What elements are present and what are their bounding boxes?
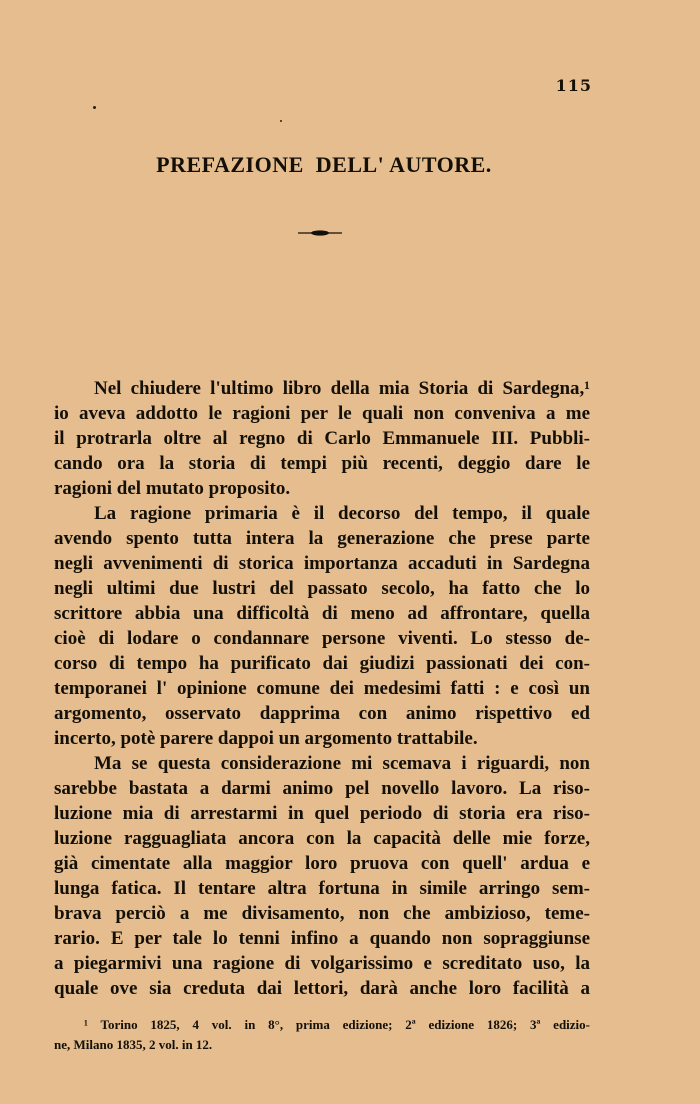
text-line: sarebbe bastata a darmi animo pel novello lavoro. La riso-: [54, 778, 590, 799]
text-line: negli ultimi due lustri del passato secolo, ha fatto che lo: [54, 578, 590, 599]
text-line: il protrarla oltre al regno di Carlo Emmanuele III. Pubbli-: [54, 428, 590, 449]
page-number: 115: [555, 76, 592, 95]
text-line: brava perciò a me divisamento, non che ambizioso, teme-: [54, 903, 590, 924]
text-line: già cimentate alla maggior loro pruova con quell' ardua e: [54, 853, 590, 874]
body-text: [54, 376, 590, 1001]
ink-speck: [93, 106, 96, 109]
text-line: avendo spento tutta intera la generazione che prese parte: [54, 528, 590, 549]
text-line: cando ora la storia di tempi più recenti, deggio dare le: [54, 453, 590, 474]
text-line: negli avvenimenti di storica importanza accaduti in Sardegna: [54, 553, 590, 574]
text-line: luzione ragguagliata ancora con la capacità delle mie forze,: [54, 828, 590, 849]
text-line: lunga fatica. Il tentare altra fortuna in simile arringo sem-: [54, 878, 590, 899]
text-line: luzione mia di arrestarmi in quel periodo di storia era riso-: [54, 803, 590, 824]
text-line: incerto, potè parere dappoi un argomento trattabile.: [54, 728, 478, 749]
text-line: Nel chiudere l'ultimo libro della mia Storia di Sardegna,¹: [94, 378, 590, 399]
chapter-title: PREFAZIONE DELL' AUTORE.: [156, 152, 492, 177]
text-line: scrittore abbia una difficoltà di meno ad affrontare, quella: [54, 603, 590, 624]
text-line: La ragione primaria è il decorso del tempo, il quale: [94, 503, 590, 524]
ornament-rule: [298, 228, 342, 238]
ink-speck: [280, 120, 282, 122]
text-line: rario. E per tale lo tenni infino a quando non sopraggiunse: [54, 928, 590, 949]
text-line: cioè di lodare o condannare persone viventi. Lo stesso de-: [54, 628, 590, 649]
text-line: temporanei l' opinione comune dei medesimi fatti : e così un: [54, 678, 590, 699]
text-line: io aveva addotto le ragioni per le quali non conveniva a me: [54, 403, 590, 424]
text-line: Ma se questa considerazione mi scemava i riguardi, non: [94, 753, 590, 774]
footnote: [54, 1015, 590, 1055]
text-line: quale ove sia creduta dai lettori, darà anche loro facilità a: [54, 978, 590, 999]
text-line: corso di tempo ha purificato dai giudizi passionati dei con-: [54, 653, 590, 674]
footnote-line: ne, Milano 1835, 2 vol. in 12.: [54, 1037, 213, 1052]
text-line: ragioni del mutato proposito.: [54, 478, 291, 499]
text-line: argomento, osservato dapprima con animo rispettivo ed: [54, 703, 590, 724]
text-line: a piegarmivi una ragione di volgarissimo e screditato uso, la: [54, 953, 590, 974]
footnote-line: ¹ Torino 1825, 4 vol. in 8°, prima edizione; 2ª edizione 1826; 3ª edizio-: [84, 1017, 590, 1032]
